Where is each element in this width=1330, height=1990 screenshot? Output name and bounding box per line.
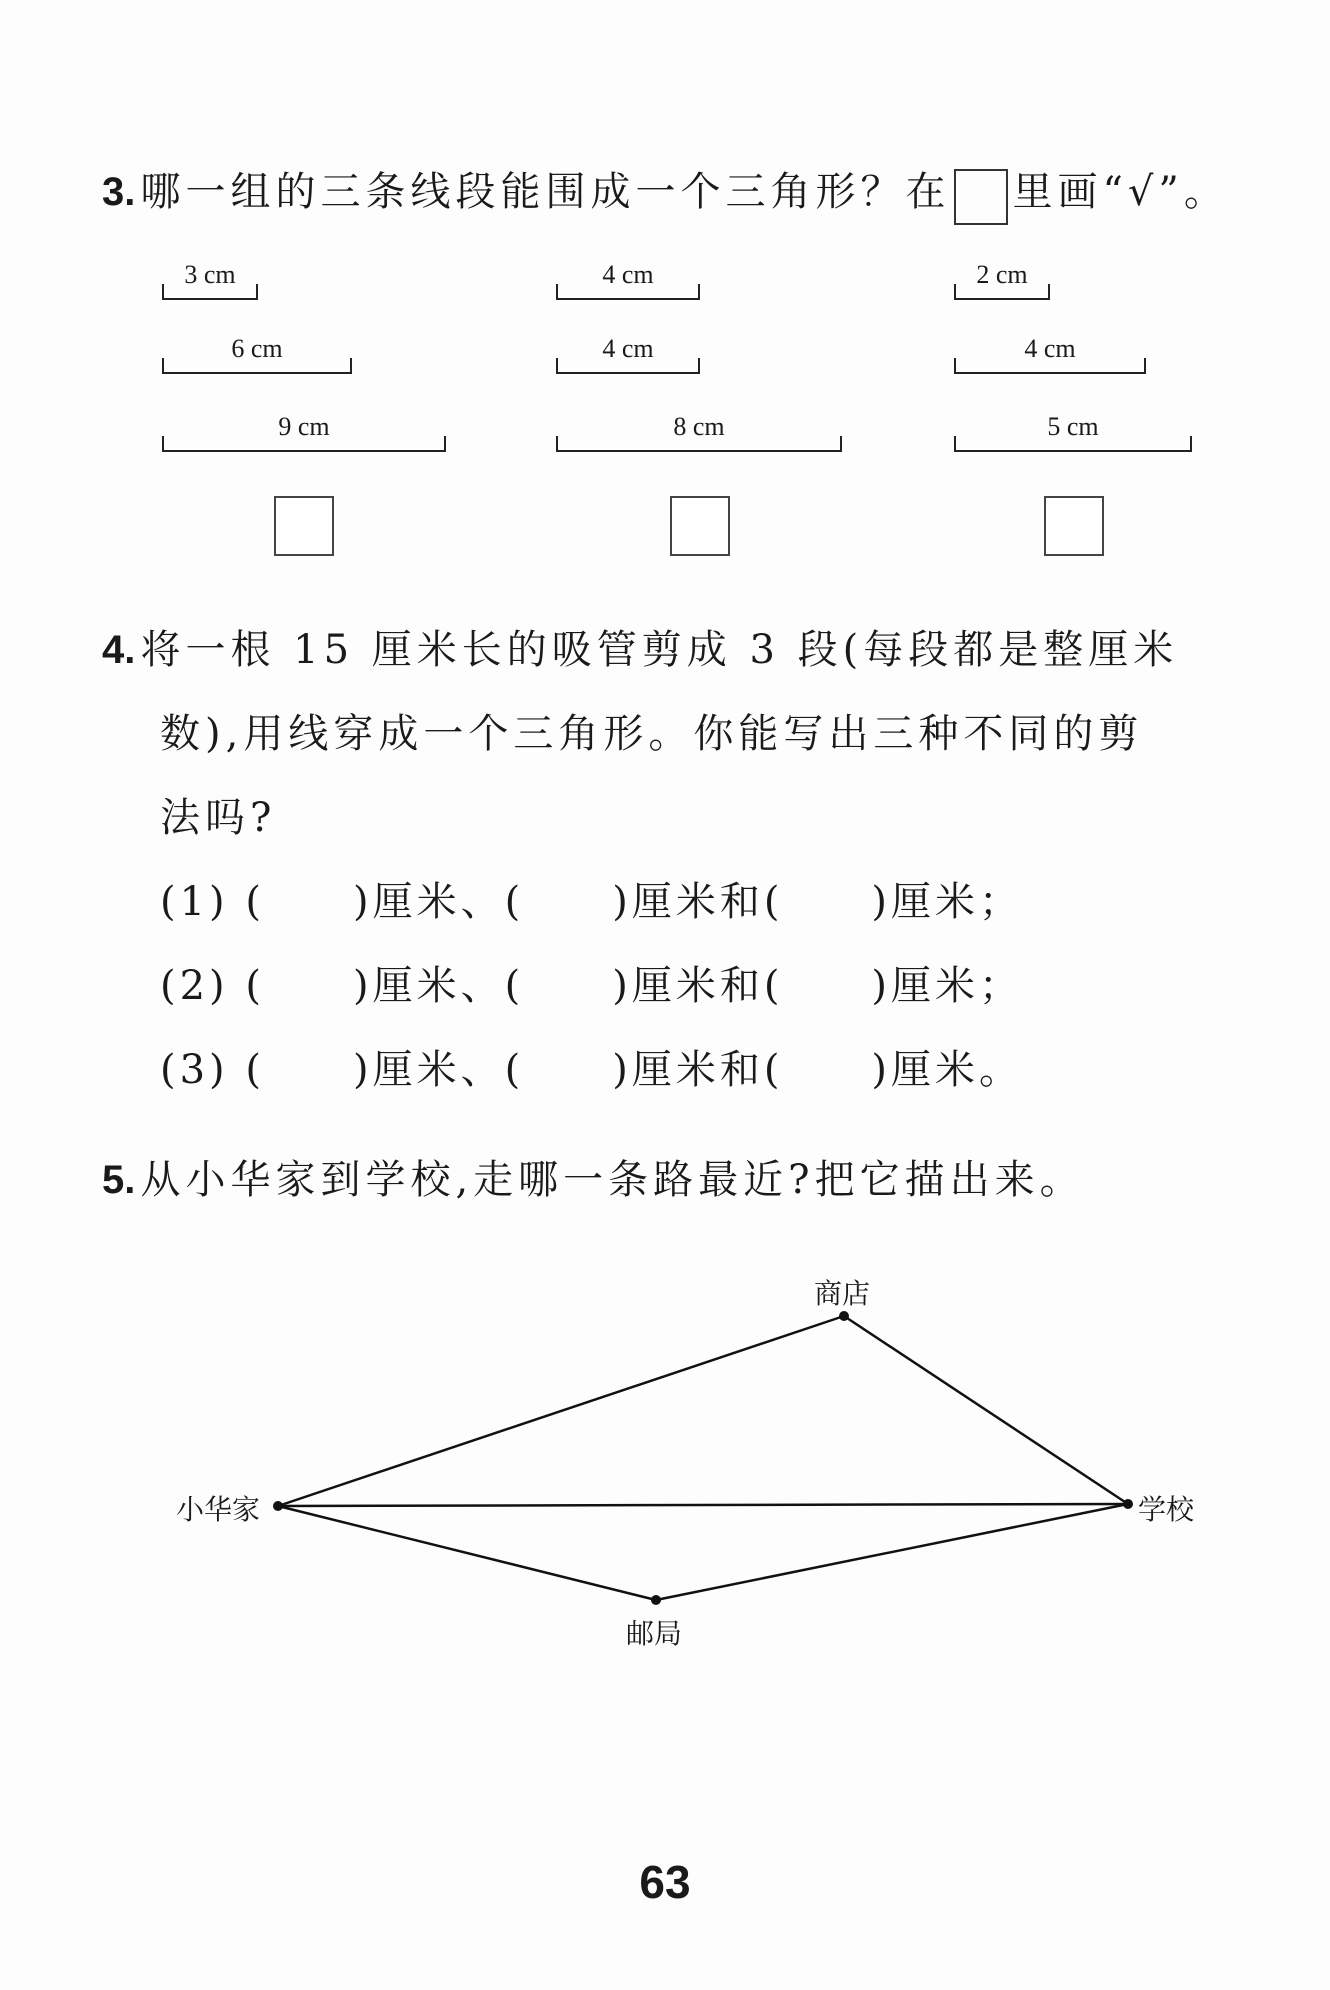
segment-label: 2 cm — [976, 260, 1028, 289]
post-office-point — [651, 1595, 661, 1605]
path-home-post[interactable] — [278, 1506, 656, 1600]
shop-point — [839, 1311, 849, 1321]
answer-index: (1) — [160, 879, 229, 925]
label-home: 小华家 — [176, 1493, 261, 1526]
answer-blank-c[interactable]: ( )厘米 — [763, 1047, 980, 1093]
path-home-shop[interactable] — [278, 1316, 844, 1506]
answer-blank-a[interactable]: ( )厘米、 — [245, 879, 505, 925]
school-point — [1123, 1499, 1133, 1509]
answer-blank-c[interactable]: ( )厘米 — [763, 963, 980, 1009]
answer-end-mark: ； — [979, 963, 1024, 1009]
segment-label: 4 cm — [602, 260, 654, 289]
path-post-school[interactable] — [656, 1504, 1128, 1600]
label-shop: 商店 — [814, 1277, 871, 1310]
answer-blank-a[interactable]: ( )厘米、 — [245, 963, 505, 1009]
label-school: 学校 — [1138, 1493, 1195, 1526]
question-5-text: 从小华家到学校,走哪一条路最近?把它描出来。 — [140, 1157, 1085, 1203]
answer-end-mark: 。 — [979, 1047, 1024, 1093]
answer-blank-b[interactable]: ( )厘米和 — [504, 879, 764, 925]
question-4-text-line-1: 将一根 15 厘米长的吸管剪成 3 段(每段都是整厘米 — [140, 627, 1179, 673]
segment-label: 8 cm — [673, 412, 725, 441]
question-5-number: 5. — [102, 1158, 136, 1202]
answer-end-mark: ； — [979, 879, 1024, 925]
question-4-text-line-3: 法吗? — [160, 795, 277, 841]
label-post-office: 邮局 — [626, 1617, 683, 1650]
answer-index: (3) — [160, 1047, 229, 1093]
answer-blank-c[interactable]: ( )厘米 — [763, 879, 980, 925]
question-4-number: 4. — [102, 628, 136, 672]
segment-label: 4 cm — [1024, 334, 1076, 363]
segment-label: 6 cm — [231, 334, 283, 363]
segment-label: 3 cm — [184, 260, 236, 289]
path-home-school-direct[interactable] — [278, 1504, 1128, 1506]
home-point — [273, 1501, 283, 1511]
answer-blank-a[interactable]: ( )厘米、 — [245, 1047, 505, 1093]
page-number: 63 — [639, 1856, 691, 1908]
question-3-number: 3. — [102, 170, 136, 214]
question-4-text-line-2: 数),用线穿成一个三角形。你能写出三种不同的剪 — [160, 711, 1144, 757]
question-3-text-before: 哪一组的三条线段能围成一个三角形？在 — [140, 169, 951, 215]
segment-label: 4 cm — [602, 334, 654, 363]
segment-label: 9 cm — [278, 412, 330, 441]
answer-blank-b[interactable]: ( )厘米和 — [504, 1047, 764, 1093]
question-3-text-after: 里画“√”。 — [1012, 169, 1229, 215]
answer-blank-b[interactable]: ( )厘米和 — [504, 963, 764, 1009]
segment-label: 5 cm — [1047, 412, 1099, 441]
answer-index: (2) — [160, 963, 229, 1009]
path-shop-school[interactable] — [844, 1316, 1128, 1504]
